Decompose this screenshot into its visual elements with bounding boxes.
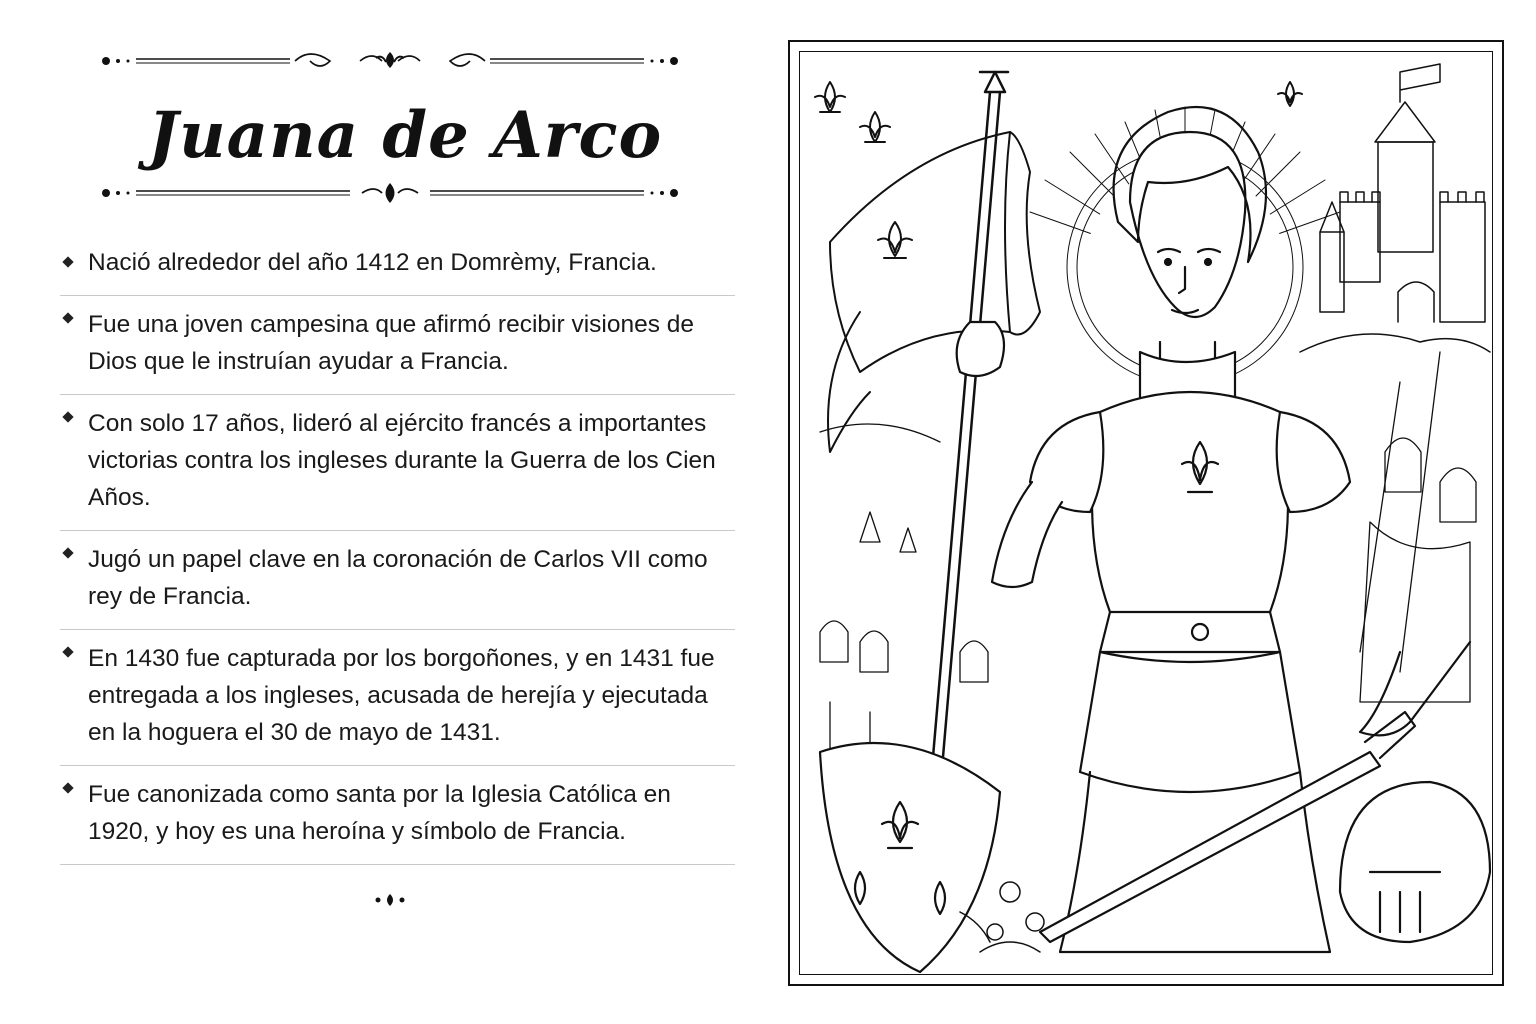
list-item [60,395,735,531]
title-cartouche [60,30,750,220]
list-item [60,240,735,296]
diamond-bullet-icon [62,547,73,558]
joan-of-arc-illustration [799,51,1493,975]
list-item [60,531,735,630]
facts-list [60,240,735,865]
fact-text: Con solo 17 años, lideró al ejército francés a importantes victorias contra los ingleses durante la Guerra de los Cien Años. [88,410,716,511]
list-item [60,296,735,395]
diamond-bullet-icon [62,256,73,267]
dot-ornament-icon [360,892,420,908]
fact-text: Nació alrededor del año 1412 en Domrèmy, Francia. [88,249,657,276]
diamond-bullet-icon [62,646,73,657]
list-item [60,630,735,766]
fact-text: Fue una joven campesina que afirmó recibir visiones de Dios que le instruían ayudar a Francia. [88,311,695,375]
diamond-bullet-icon [62,411,73,422]
fact-text: Fue canonizada como santa por la Iglesia Católica en 1920, y hoy es una heroína y símbolo de Francia. [88,781,671,845]
text-panel [60,30,750,845]
illustration-frame [788,40,1504,986]
ornament-top-icon [100,50,680,72]
ornament-bottom-icon [100,182,680,204]
diamond-bullet-icon [62,782,73,793]
page-title: Juana de Arco [147,98,663,173]
list-item [60,766,735,865]
fact-text: En 1430 fue capturada por los borgoñones, y en 1431 fue entregada a los ingleses, acusada de herejía y ejecutada en la hoguera el 30 de mayo de 1431. [88,645,715,746]
fact-text: Jugó un papel clave en la coronación de Carlos VII como rey de Francia. [88,546,708,610]
diamond-bullet-icon [62,312,73,323]
